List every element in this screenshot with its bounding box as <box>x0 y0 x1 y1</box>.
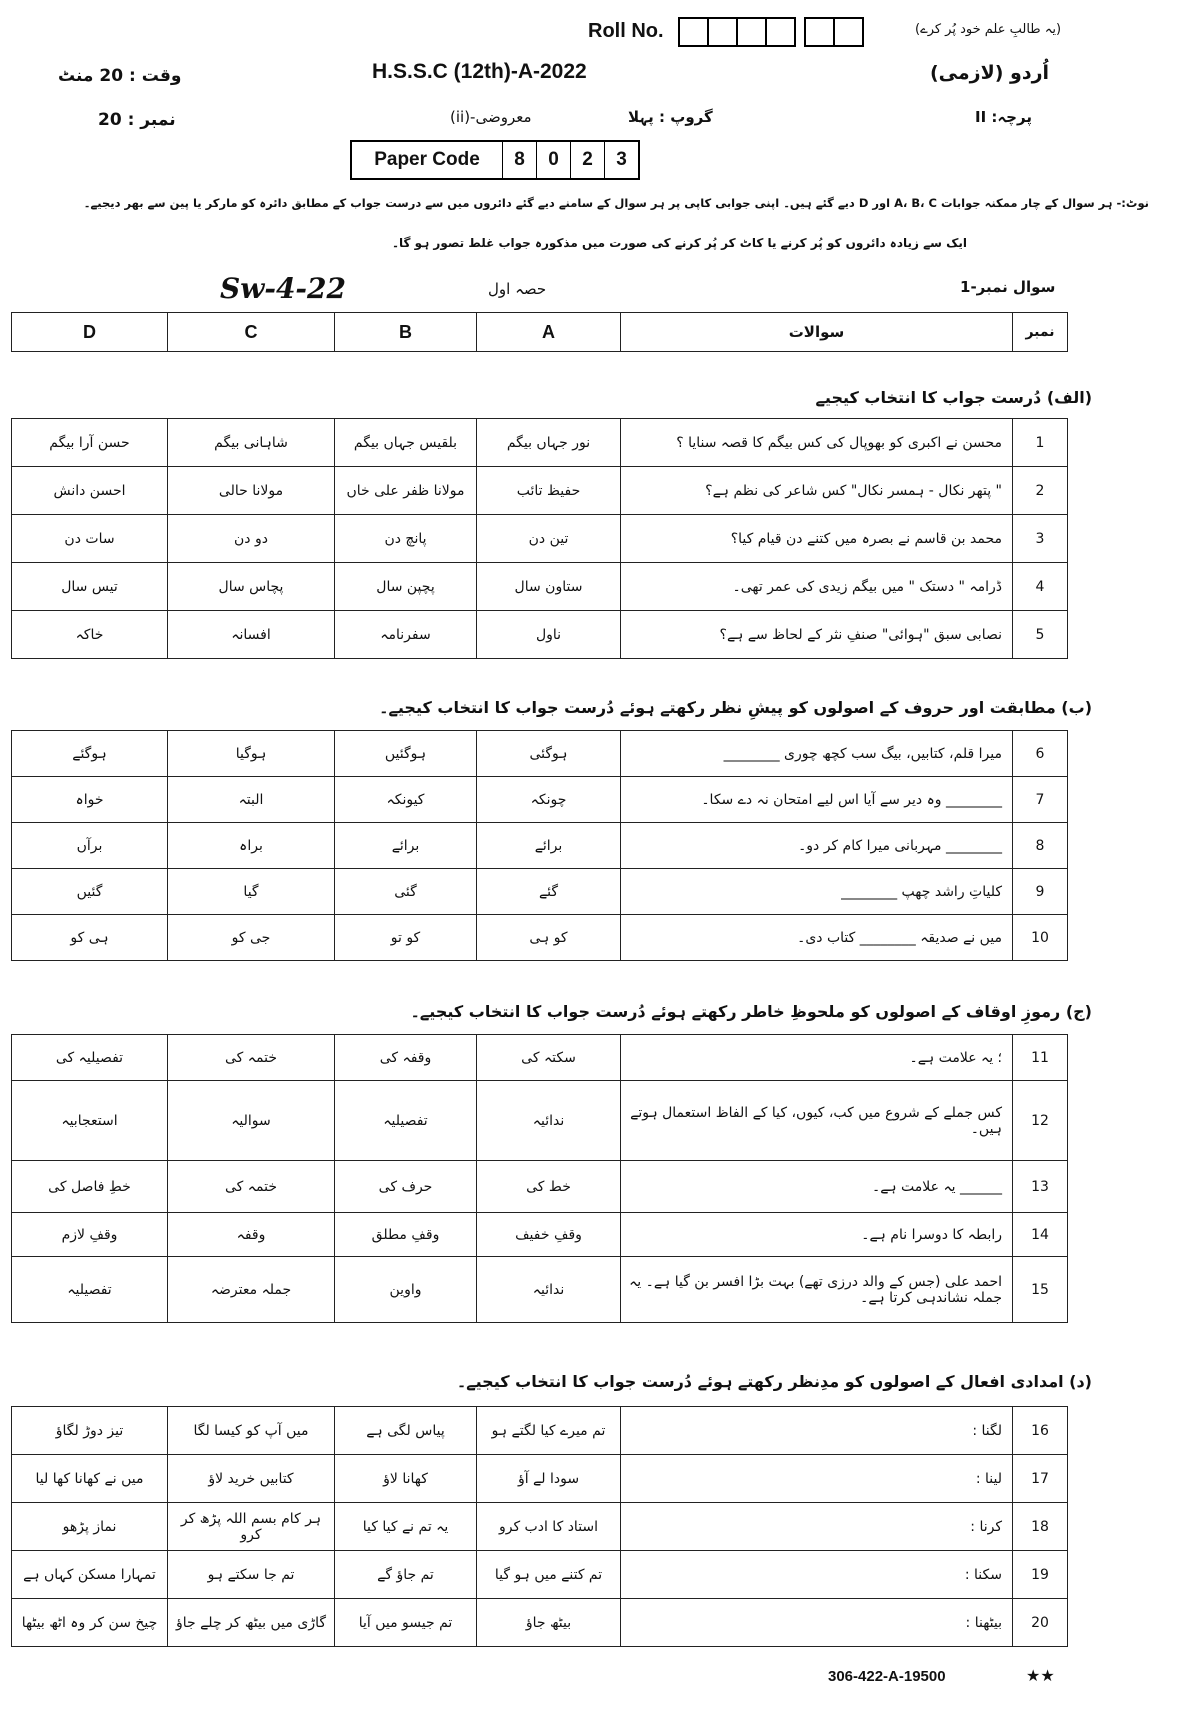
option-d[interactable]: ہی کو <box>12 915 168 961</box>
option-a[interactable]: تم میرے کیا لگتے ہو <box>477 1407 621 1455</box>
paper-code-digit: 0 <box>536 142 570 178</box>
option-b[interactable]: مولانا ظفر علی خاں <box>335 467 477 515</box>
option-d[interactable]: میں نے کھانا کھا لیا <box>12 1455 168 1503</box>
question-number: 9 <box>1013 869 1068 915</box>
option-a[interactable]: کو ہی <box>477 915 621 961</box>
question-text: لگنا : <box>621 1407 1013 1455</box>
paper-code-digit: 2 <box>570 142 604 178</box>
option-a[interactable]: چونکہ <box>477 777 621 823</box>
table-row <box>12 823 1068 869</box>
question-number: 5 <box>1013 611 1068 659</box>
question-text: " پتھر نکال - ہمسر نکال" کس شاعر کی نظم ہے؟ <box>621 467 1013 515</box>
question-text: محمد بن قاسم نے بصرہ میں کتنے دن قیام کیا؟ <box>621 515 1013 563</box>
handwritten-date: Sw-4-22 <box>220 272 347 305</box>
option-c[interactable]: ختمہ کی <box>168 1161 335 1213</box>
question-number: 17 <box>1013 1455 1068 1503</box>
question-text: ______ یہ علامت ہے۔ <box>621 1161 1013 1213</box>
option-b[interactable]: تم جاؤ گے <box>335 1551 477 1599</box>
question-text: کس جملے کے شروع میں کب، کیوں، کیا کے الفاظ استعمال ہوتے ہیں۔ <box>621 1081 1013 1161</box>
option-b[interactable]: تم جیسو میں آیا <box>335 1599 477 1647</box>
exam-title: H.S.S.C (12th)-A-2022 <box>372 60 587 83</box>
option-c[interactable]: البتہ <box>168 777 335 823</box>
option-b[interactable]: گئی <box>335 869 477 915</box>
option-d[interactable]: برآں <box>12 823 168 869</box>
question-number: سوال نمبر-1 <box>960 278 1056 296</box>
option-b[interactable]: یہ تم نے کیا کیا <box>335 1503 477 1551</box>
option-c[interactable]: تم جا سکتے ہو <box>168 1551 335 1599</box>
question-text: کرنا : <box>621 1503 1013 1551</box>
question-text: ؛ یہ علامت ہے۔ <box>621 1035 1013 1081</box>
option-c[interactable]: افسانہ <box>168 611 335 659</box>
option-a[interactable]: تین دن <box>477 515 621 563</box>
question-text: لینا : <box>621 1455 1013 1503</box>
roll-box[interactable] <box>767 17 796 47</box>
question-number: 2 <box>1013 467 1068 515</box>
question-text: ڈرامہ " دستک " میں بیگم زیدی کی عمر تھی۔ <box>621 563 1013 611</box>
option-a[interactable]: ناول <box>477 611 621 659</box>
option-a[interactable]: گئے <box>477 869 621 915</box>
roll-label: Roll No. <box>588 20 664 42</box>
question-text: کلیاتِ راشد چھپ ________ <box>621 869 1013 915</box>
table-row <box>12 467 1068 515</box>
roll-box[interactable] <box>804 17 835 47</box>
paper-code-digit: 8 <box>502 142 536 178</box>
question-text: بیٹھنا : <box>621 1599 1013 1647</box>
option-c[interactable]: سوالیہ <box>168 1081 335 1161</box>
table-row <box>12 1551 1068 1599</box>
roll-note: (یہ طالبِ علم خود پُر کرے) <box>915 22 1062 37</box>
option-d[interactable]: خواہ <box>12 777 168 823</box>
question-number: 7 <box>1013 777 1068 823</box>
question-text: میں نے صدیقہ ________ کتاب دی۔ <box>621 915 1013 961</box>
option-a[interactable]: سودا لے آؤ <box>477 1455 621 1503</box>
option-a[interactable]: وقفِ خفیف <box>477 1213 621 1257</box>
option-d[interactable]: تیس سال <box>12 563 168 611</box>
roll-box[interactable] <box>738 17 767 47</box>
table-row <box>12 1161 1068 1213</box>
footer-stars: ★★ <box>1026 1666 1055 1685</box>
option-c[interactable]: گاڑی میں بیٹھ کر چلے جاؤ <box>168 1599 335 1647</box>
option-a[interactable]: نور جہاں بیگم <box>477 419 621 467</box>
option-b[interactable]: کھانا لاؤ <box>335 1455 477 1503</box>
option-c[interactable]: براہ <box>168 823 335 869</box>
option-d[interactable]: خطِ فاصل کی <box>12 1161 168 1213</box>
part-label: حصہ اول <box>488 280 547 298</box>
question-number: 8 <box>1013 823 1068 869</box>
table-row <box>12 777 1068 823</box>
question-number: 12 <box>1013 1081 1068 1161</box>
table-row <box>12 915 1068 961</box>
col-d: D <box>12 313 168 352</box>
option-a[interactable]: برائے <box>477 823 621 869</box>
option-d[interactable]: سات دن <box>12 515 168 563</box>
option-b[interactable]: وقفہ کی <box>335 1035 477 1081</box>
question-number: 11 <box>1013 1035 1068 1081</box>
footer-code: 306-422-A-19500 <box>828 1668 946 1685</box>
marks-label: نمبر : 20 <box>98 110 176 130</box>
time-label: وقت : 20 منٹ <box>58 66 182 86</box>
paper-code-label: Paper Code <box>374 149 480 170</box>
option-c[interactable]: مولانا حالی <box>168 467 335 515</box>
question-text: ________ مہربانی میرا کام کر دو۔ <box>621 823 1013 869</box>
table-row <box>12 1081 1068 1161</box>
option-b[interactable]: ہوگئیں <box>335 731 477 777</box>
table-row <box>12 1213 1068 1257</box>
table-row <box>12 419 1068 467</box>
question-number: 20 <box>1013 1599 1068 1647</box>
instruction-line-1: نوٹ:- ہر سوال کے چار ممکنہ جوابات A، B، C اور D دیے گئے ہیں۔ اپنی جوابی کاپی پر ہر سوال کے سامنے دیے گئے دائروں میں سے درست جواب کے مطابق دائرہ کو مارکر یا پین سے بھر دیجیے۔ <box>83 196 1149 210</box>
option-a[interactable]: بیٹھ جاؤ <box>477 1599 621 1647</box>
question-text: ________ وہ دیر سے آیا اس لیے امتحان نہ دے سکا۔ <box>621 777 1013 823</box>
section-be-title: (ب) مطابقت اور حروف کے اصولوں کو پیشِ نظر رکھتے ہوئے دُرست جواب کا انتخاب کیجیے۔ <box>379 698 1092 717</box>
table-row <box>12 563 1068 611</box>
option-c[interactable]: جی کو <box>168 915 335 961</box>
question-text: نصابی سبق "ہوائی" صنفِ نثر کے لحاظ سے ہے؟ <box>621 611 1013 659</box>
group-label: گروپ : پہلا <box>628 108 713 126</box>
option-b[interactable]: تفصیلیہ <box>335 1081 477 1161</box>
question-number: 13 <box>1013 1161 1068 1213</box>
option-d[interactable]: نماز پڑھو <box>12 1503 168 1551</box>
option-b[interactable]: کیونکہ <box>335 777 477 823</box>
option-b[interactable]: واوین <box>335 1257 477 1323</box>
option-a[interactable]: خط کی <box>477 1161 621 1213</box>
option-b[interactable]: پچپن سال <box>335 563 477 611</box>
col-num: نمبر <box>1013 313 1068 352</box>
option-c[interactable]: میں آپ کو کیسا لگا <box>168 1407 335 1455</box>
table-row <box>12 1503 1068 1551</box>
option-d[interactable]: احسن دانش <box>12 467 168 515</box>
question-text: سکنا : <box>621 1551 1013 1599</box>
option-b[interactable]: حرف کی <box>335 1161 477 1213</box>
section-jeem-title: (ج) رموزِ اوقاف کے اصولوں کو ملحوظِ خاطر رکھتے ہوئے دُرست جواب کا انتخاب کیجیے۔ <box>410 1002 1092 1021</box>
option-a[interactable]: ہوگئی <box>477 731 621 777</box>
option-b[interactable]: پانچ دن <box>335 515 477 563</box>
option-d[interactable]: چیخ سن کر وہ اٹھ بیٹھا <box>12 1599 168 1647</box>
table-row <box>12 611 1068 659</box>
option-d[interactable]: تمہارا مسکن کہاں ہے <box>12 1551 168 1599</box>
roll-number-boxes[interactable] <box>678 17 864 47</box>
section-jeem-table <box>11 1034 1068 1323</box>
col-a: A <box>477 313 621 352</box>
paper-label: پرچہ: II <box>975 108 1032 126</box>
question-number: 15 <box>1013 1257 1068 1323</box>
subject-title: اُردو (لازمی) <box>930 62 1050 84</box>
option-c[interactable]: دو دن <box>168 515 335 563</box>
table-row <box>12 731 1068 777</box>
table-row <box>12 1035 1068 1081</box>
table-row <box>12 1455 1068 1503</box>
question-number: 3 <box>1013 515 1068 563</box>
option-a[interactable]: تم کتنے میں ہو گیا <box>477 1551 621 1599</box>
table-row <box>12 1257 1068 1323</box>
section-daal-title: (د) امدادی افعال کے اصولوں کو مدِنظر رکھتے ہوئے دُرست جواب کا انتخاب کیجیے۔ <box>456 1372 1092 1391</box>
option-c[interactable]: پچاس سال <box>168 563 335 611</box>
question-text: میرا قلم، کتابیں، بیگ سب کچھ چوری ________ <box>621 731 1013 777</box>
question-number: 18 <box>1013 1503 1068 1551</box>
option-c[interactable]: ہوگیا <box>168 731 335 777</box>
roll-box[interactable] <box>835 17 864 47</box>
option-d[interactable]: استعجابیہ <box>12 1081 168 1161</box>
option-d[interactable]: تفصیلیہ <box>12 1257 168 1323</box>
option-d[interactable]: گئیں <box>12 869 168 915</box>
question-number: 14 <box>1013 1213 1068 1257</box>
option-d[interactable]: تیز دوڑ لگاؤ <box>12 1407 168 1455</box>
option-b[interactable]: کو تو <box>335 915 477 961</box>
option-d[interactable]: ہوگئے <box>12 731 168 777</box>
section-alif-table <box>11 418 1068 659</box>
col-b: B <box>335 313 477 352</box>
question-number: 10 <box>1013 915 1068 961</box>
option-d[interactable]: خاکہ <box>12 611 168 659</box>
option-b[interactable]: سفرنامہ <box>335 611 477 659</box>
question-text: احمد علی (جس کے والد درزی تھے) بہت بڑا افسر بن گیا ہے۔ یہ جملہ نشاندہی کرتا ہے۔ <box>621 1257 1013 1323</box>
option-b[interactable]: پیاس لگی ہے <box>335 1407 477 1455</box>
question-number: 4 <box>1013 563 1068 611</box>
question-number: 16 <box>1013 1407 1068 1455</box>
option-d[interactable]: حسن آرا بیگم <box>12 419 168 467</box>
section-be-table <box>11 730 1068 961</box>
roll-box[interactable] <box>680 17 709 47</box>
option-d[interactable]: وقفِ لازم <box>12 1213 168 1257</box>
table-row <box>12 515 1068 563</box>
column-header <box>11 312 1068 352</box>
paper-code-digit: 3 <box>604 142 638 178</box>
paper-type: معروضی-(ii) <box>450 108 532 126</box>
roll-box[interactable] <box>709 17 738 47</box>
option-a[interactable]: سکتہ کی <box>477 1035 621 1081</box>
option-c[interactable]: وقفہ <box>168 1213 335 1257</box>
option-b[interactable]: برائے <box>335 823 477 869</box>
option-a[interactable]: حفیظ تائب <box>477 467 621 515</box>
option-a[interactable]: استاد کا ادب کرو <box>477 1503 621 1551</box>
option-c[interactable]: جملہ معترضہ <box>168 1257 335 1323</box>
question-text: محسن نے اکبری کو بھوپال کی کس بیگم کا قصہ سنایا ؟ <box>621 419 1013 467</box>
section-alif-title: (الف) دُرست جواب کا انتخاب کیجیے <box>815 388 1092 407</box>
option-c[interactable]: ہر کام بسم اللہ پڑھ کر کرو <box>168 1503 335 1551</box>
col-c: C <box>168 313 335 352</box>
question-text: رابطہ کا دوسرا نام ہے۔ <box>621 1213 1013 1257</box>
col-question: سوالات <box>621 313 1013 352</box>
instruction-line-2: ایک سے زیادہ دائروں کو پُر کرنے یا کاٹ کر پُر کرنے کی صورت میں مذکورہ جواب غلط تصور ہو گا۔ <box>391 236 967 250</box>
question-number: 6 <box>1013 731 1068 777</box>
paper-code-box <box>350 140 640 180</box>
option-b[interactable]: وقفِ مطلق <box>335 1213 477 1257</box>
table-row <box>12 869 1068 915</box>
question-number: 1 <box>1013 419 1068 467</box>
table-row <box>12 1407 1068 1455</box>
option-d[interactable]: تفصیلیہ کی <box>12 1035 168 1081</box>
option-a[interactable]: ندائیہ <box>477 1081 621 1161</box>
option-c[interactable]: ختمہ کی <box>168 1035 335 1081</box>
question-number: 19 <box>1013 1551 1068 1599</box>
option-a[interactable]: ندائیہ <box>477 1257 621 1323</box>
option-c[interactable]: گیا <box>168 869 335 915</box>
option-c[interactable]: کتابیں خرید لاؤ <box>168 1455 335 1503</box>
section-daal-table <box>11 1406 1068 1647</box>
option-a[interactable]: ستاون سال <box>477 563 621 611</box>
option-c[interactable]: شاہانی بیگم <box>168 419 335 467</box>
option-b[interactable]: بلقیس جہاں بیگم <box>335 419 477 467</box>
table-row <box>12 1599 1068 1647</box>
